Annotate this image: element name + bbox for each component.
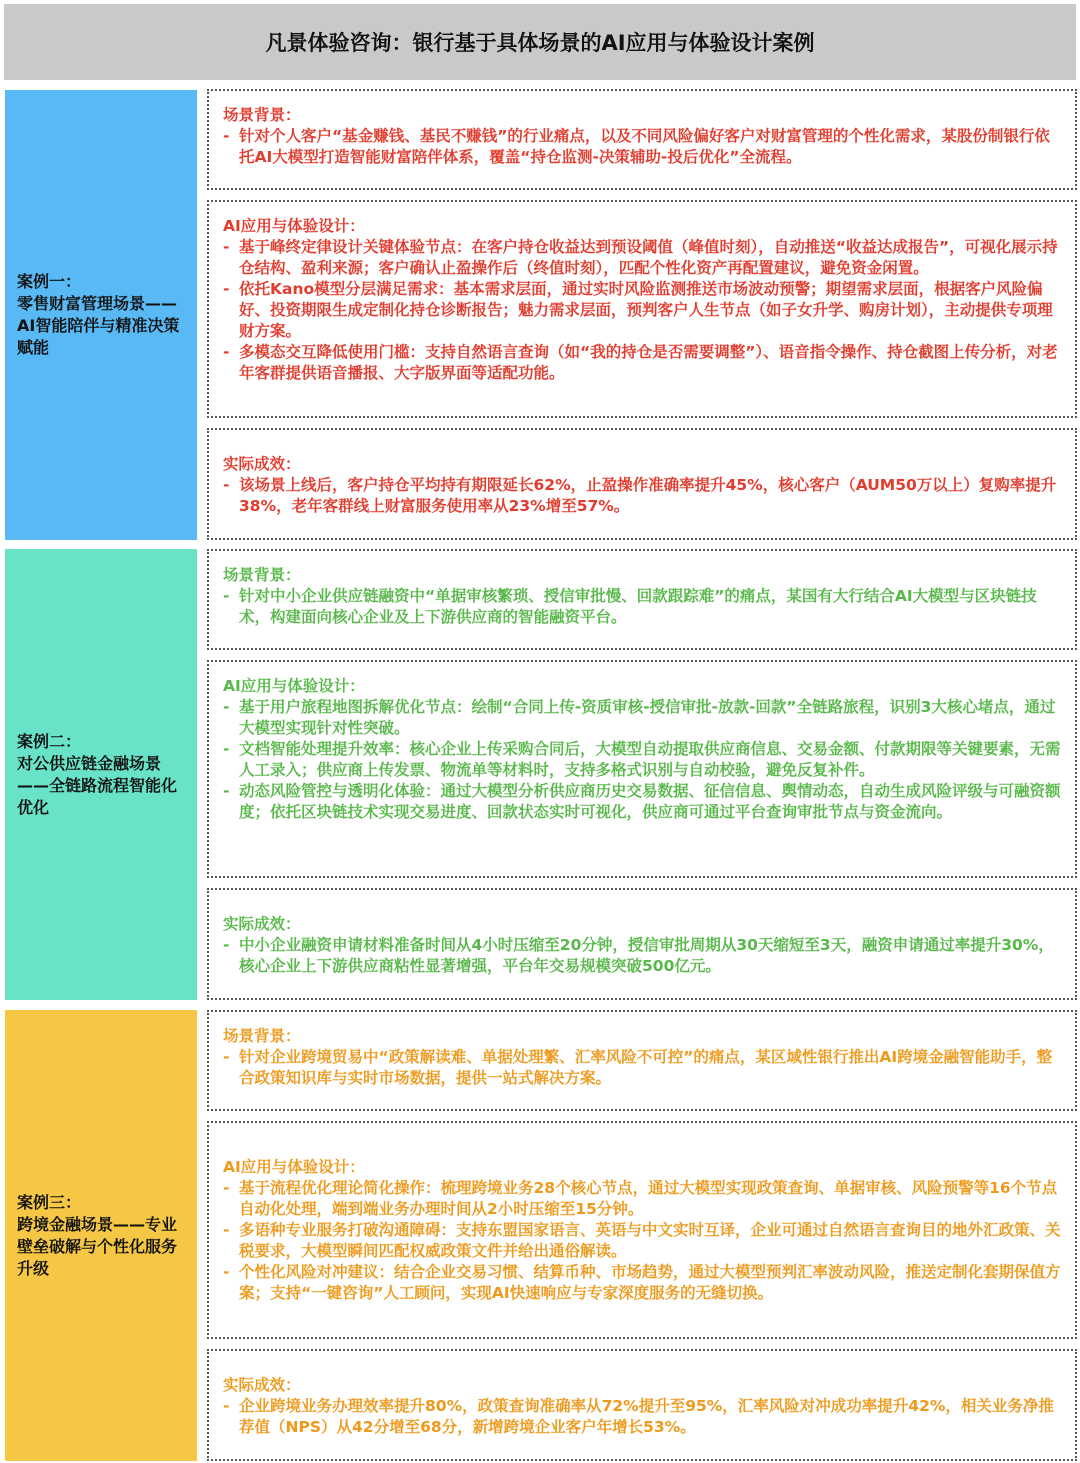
case-1-title: 零售财富管理场景——AI智能陪伴与精准决策赋能 — [17, 294, 180, 357]
case-1-label — [5, 90, 197, 540]
case-1-background-box — [207, 89, 1077, 190]
case-1-result-box — [207, 428, 1077, 540]
list-item: - 基于用户旅程地图拆解优化节点：绘制“合同上传-资质审核-授信审批-放款-回款”全链路旅程，识别3大核心堵点，通过大模型实现针对性突破。 — [223, 698, 1056, 737]
case-2-background-heading: 场景背景： — [223, 566, 301, 584]
case-2-result-box — [207, 888, 1077, 1000]
list-item: - 针对个人客户“基金赚钱、基民不赚钱”的行业痛点，以及不同风险偏好客户对财富管理的个性化需求，某股份制银行依托AI大模型打造智能财富陪伴体系，覆盖“持仓监测-决策辅助-投后优化”全流程。 — [223, 127, 1050, 166]
list-item: - 多语种专业服务打破沟通障碍：支持东盟国家语言、英语与中文实时互译，企业可通过自然语言查询目的地外汇政策、关税要求，大模型瞬间匹配权威政策文件并给出通俗解读。 — [223, 1221, 1061, 1260]
case-3-background-box — [207, 1010, 1077, 1111]
list-item: - 文档智能处理提升效率：核心企业上传采购合同后，大模型自动提取供应商信息、交易金额、付款期限等关键要素，无需人工录入；供应商上传发票、物流单等材料时，支持多格式识别与自动校验，避免反复补件。 — [223, 740, 1061, 779]
case-2-title: 对公供应链金融场景——全链路流程智能化优化 — [17, 753, 178, 817]
case-3-title: 跨境金融场景——专业壁垒破解与个性化服务升级 — [17, 1214, 178, 1278]
list-item: - 基于峰终定律设计关键体验节点：在客户持仓收益达到预设阈值（峰值时刻），自动推送“收益达成报告”，可视化展示持仓结构、盈利来源；客户确认止盈操作后（终值时刻），匹配个性化资产再配置建议，避免资金闲置。 — [223, 238, 1058, 277]
list-item: - 针对企业跨境贸易中“政策解读难、单据处理繁、汇率风险不可控”的痛点，某区域性银行推出AI跨境金融智能助手，整合政策知识库与实时市场数据，提供一站式解决方案。 — [223, 1048, 1053, 1087]
case-1-number: 案例一： — [17, 272, 82, 291]
case-3-number: 案例三： — [17, 1192, 82, 1212]
case-3-background-heading: 场景背景： — [223, 1027, 301, 1045]
case-2-number: 案例二： — [17, 731, 82, 751]
list-item: - 基于流程优化理论简化操作：梳理跨境业务28个核心节点，通过大模型实现政策查询、单据审核、风险预警等16个节点自动化处理，端到端业务办理时间从2小时压缩至15分钟。 — [223, 1179, 1058, 1218]
case-1-design-heading: AI应用与体验设计： — [223, 217, 365, 235]
list-item: - 多模态交互降低使用门槛：支持自然语言查询（如“我的持仓是否需要调整”）、语音指令操作、持仓截图上传分析，对老年客群提供语音播报、大字版界面等适配功能。 — [223, 343, 1058, 382]
case-2-design-box — [207, 660, 1077, 878]
case-3-design-box — [207, 1121, 1077, 1339]
list-item: - 依托Kano模型分层满足需求：基本需求层面，通过实时风险监测推送市场波动预警；期望需求层面，根据客户风险偏好、投资期限生成定制化持仓诊断报告；魅力需求层面，预判客户人生节点（如子女升学、购房计划），主动提供专项理财方案。 — [223, 280, 1053, 340]
list-item: - 针对中小企业供应链融资中“单据审核繁琐、授信审批慢、回款跟踪难”的痛点，某国有大行结合AI大模型与区块链技术，构建面向核心企业及上下游供应商的智能融资平台。 — [223, 587, 1037, 626]
case-1-result-heading: 实际成效： — [223, 455, 301, 473]
list-item: - 个性化风险对冲建议：结合企业交易习惯、结算币种、市场趋势，通过大模型预判汇率波动风险，推送定制化套期保值方案；支持“一键咨询”人工顾问，实现AI快速响应与专家深度服务的无缝切换。 — [223, 1263, 1061, 1302]
list-item: - 动态风险管控与透明化体验：通过大模型分析供应商历史交易数据、征信信息、舆情动态，自动生成风险评级与可融资额度；依托区块链技术实现交易进度、回款状态实时可视化，供应商可通过平台查询审批节点与资金流向。 — [223, 782, 1061, 821]
list-item: - 企业跨境业务办理效率提升80%，政策查询准确率从72%提升至95%，汇率风险对冲成功率提升42%，相关业务净推荐值（NPS）从42分增至68分，新增跨境企业客户年增长53%。 — [223, 1397, 1054, 1436]
case-3-design-heading: AI应用与体验设计： — [223, 1158, 365, 1176]
list-item: - 中小企业融资申请材料准备时间从4小时压缩至20分钟，授信审批周期从30天缩短至3天，融资申请通过率提升30%，核心企业上下游供应商粘性显著增强，平台年交易规模突破500亿元。 — [223, 936, 1054, 975]
list-item: - 该场景上线后，客户持仓平均持有期限延长62%，止盈操作准确率提升45%，核心客户（AUM50万以上）复购率提升38%，老年客群线上财富服务使用率从23%增至57%。 — [223, 476, 1057, 515]
case-2-background-box — [207, 549, 1077, 650]
case-3-label — [5, 1010, 197, 1461]
page-title: 凡景体验咨询：银行基于具体场景的AI应用与体验设计案例 — [4, 4, 1076, 80]
case-2-design-heading: AI应用与体验设计： — [223, 677, 365, 695]
case-1-background-heading: 场景背景： — [223, 106, 301, 124]
case-3-result-box — [207, 1349, 1077, 1461]
case-2-label — [5, 549, 197, 1000]
case-1-design-box — [207, 200, 1077, 418]
case-3-result-heading: 实际成效： — [223, 1376, 301, 1394]
case-2-result-heading: 实际成效： — [223, 915, 301, 933]
